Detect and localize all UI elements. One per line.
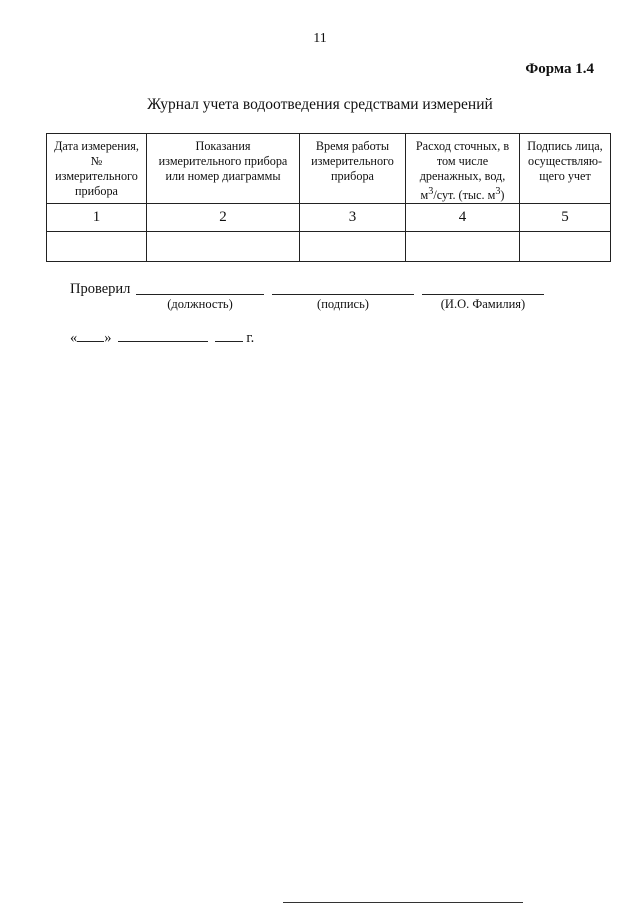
- column-number: 1: [47, 204, 147, 232]
- date-line: [70, 329, 254, 347]
- signature-line: [272, 294, 414, 295]
- header-measurement-date: Дата измерения, № измерительного прибора: [47, 134, 147, 204]
- position-caption: (должность): [167, 297, 233, 311]
- document-title: Журнал учета водоотведения средствами измерений: [147, 96, 493, 113]
- form-label: Форма 1.4: [525, 61, 594, 77]
- table-header-row: [47, 134, 611, 204]
- header-responsible-signature: Подпись лица, осуществляю- щего учет: [520, 134, 611, 204]
- year-suffix: г.: [246, 330, 255, 346]
- day-blank: [77, 329, 104, 342]
- column-number: 2: [147, 204, 300, 232]
- column-number: 4: [406, 204, 520, 232]
- name-line: [422, 294, 544, 295]
- page-number: 11: [313, 31, 327, 46]
- header-meter-readings: Показания измерительного прибора или номер диаграммы: [147, 134, 300, 204]
- table-cell: [300, 232, 406, 262]
- header-wastewater-flow: Расход сточных, в том числе дренажных, вод, $м^3$/сут. (тыс. $м^3$): [406, 134, 520, 204]
- name-caption: (И.О. Фамилия): [440, 297, 526, 311]
- table-cell: [520, 232, 611, 262]
- column-number: 5: [520, 204, 611, 232]
- position-line: [136, 294, 264, 295]
- bottom-divider: [283, 902, 523, 903]
- table-cell: [47, 232, 147, 262]
- column-number: 3: [300, 204, 406, 232]
- signature-caption: (подпись): [317, 297, 369, 311]
- table-row: [47, 232, 611, 262]
- header-operating-time: Время работы измерительного прибора: [300, 134, 406, 204]
- close-quote: »: [104, 330, 112, 346]
- column-number-row: [47, 204, 611, 232]
- journal-table: [46, 133, 611, 262]
- table-cell: [406, 232, 520, 262]
- open-quote: «: [70, 330, 78, 346]
- table-cell: [147, 232, 300, 262]
- verified-label: Проверил: [70, 281, 131, 297]
- year-blank: [215, 329, 243, 342]
- month-blank: [118, 329, 208, 342]
- signature-block: [70, 281, 590, 331]
